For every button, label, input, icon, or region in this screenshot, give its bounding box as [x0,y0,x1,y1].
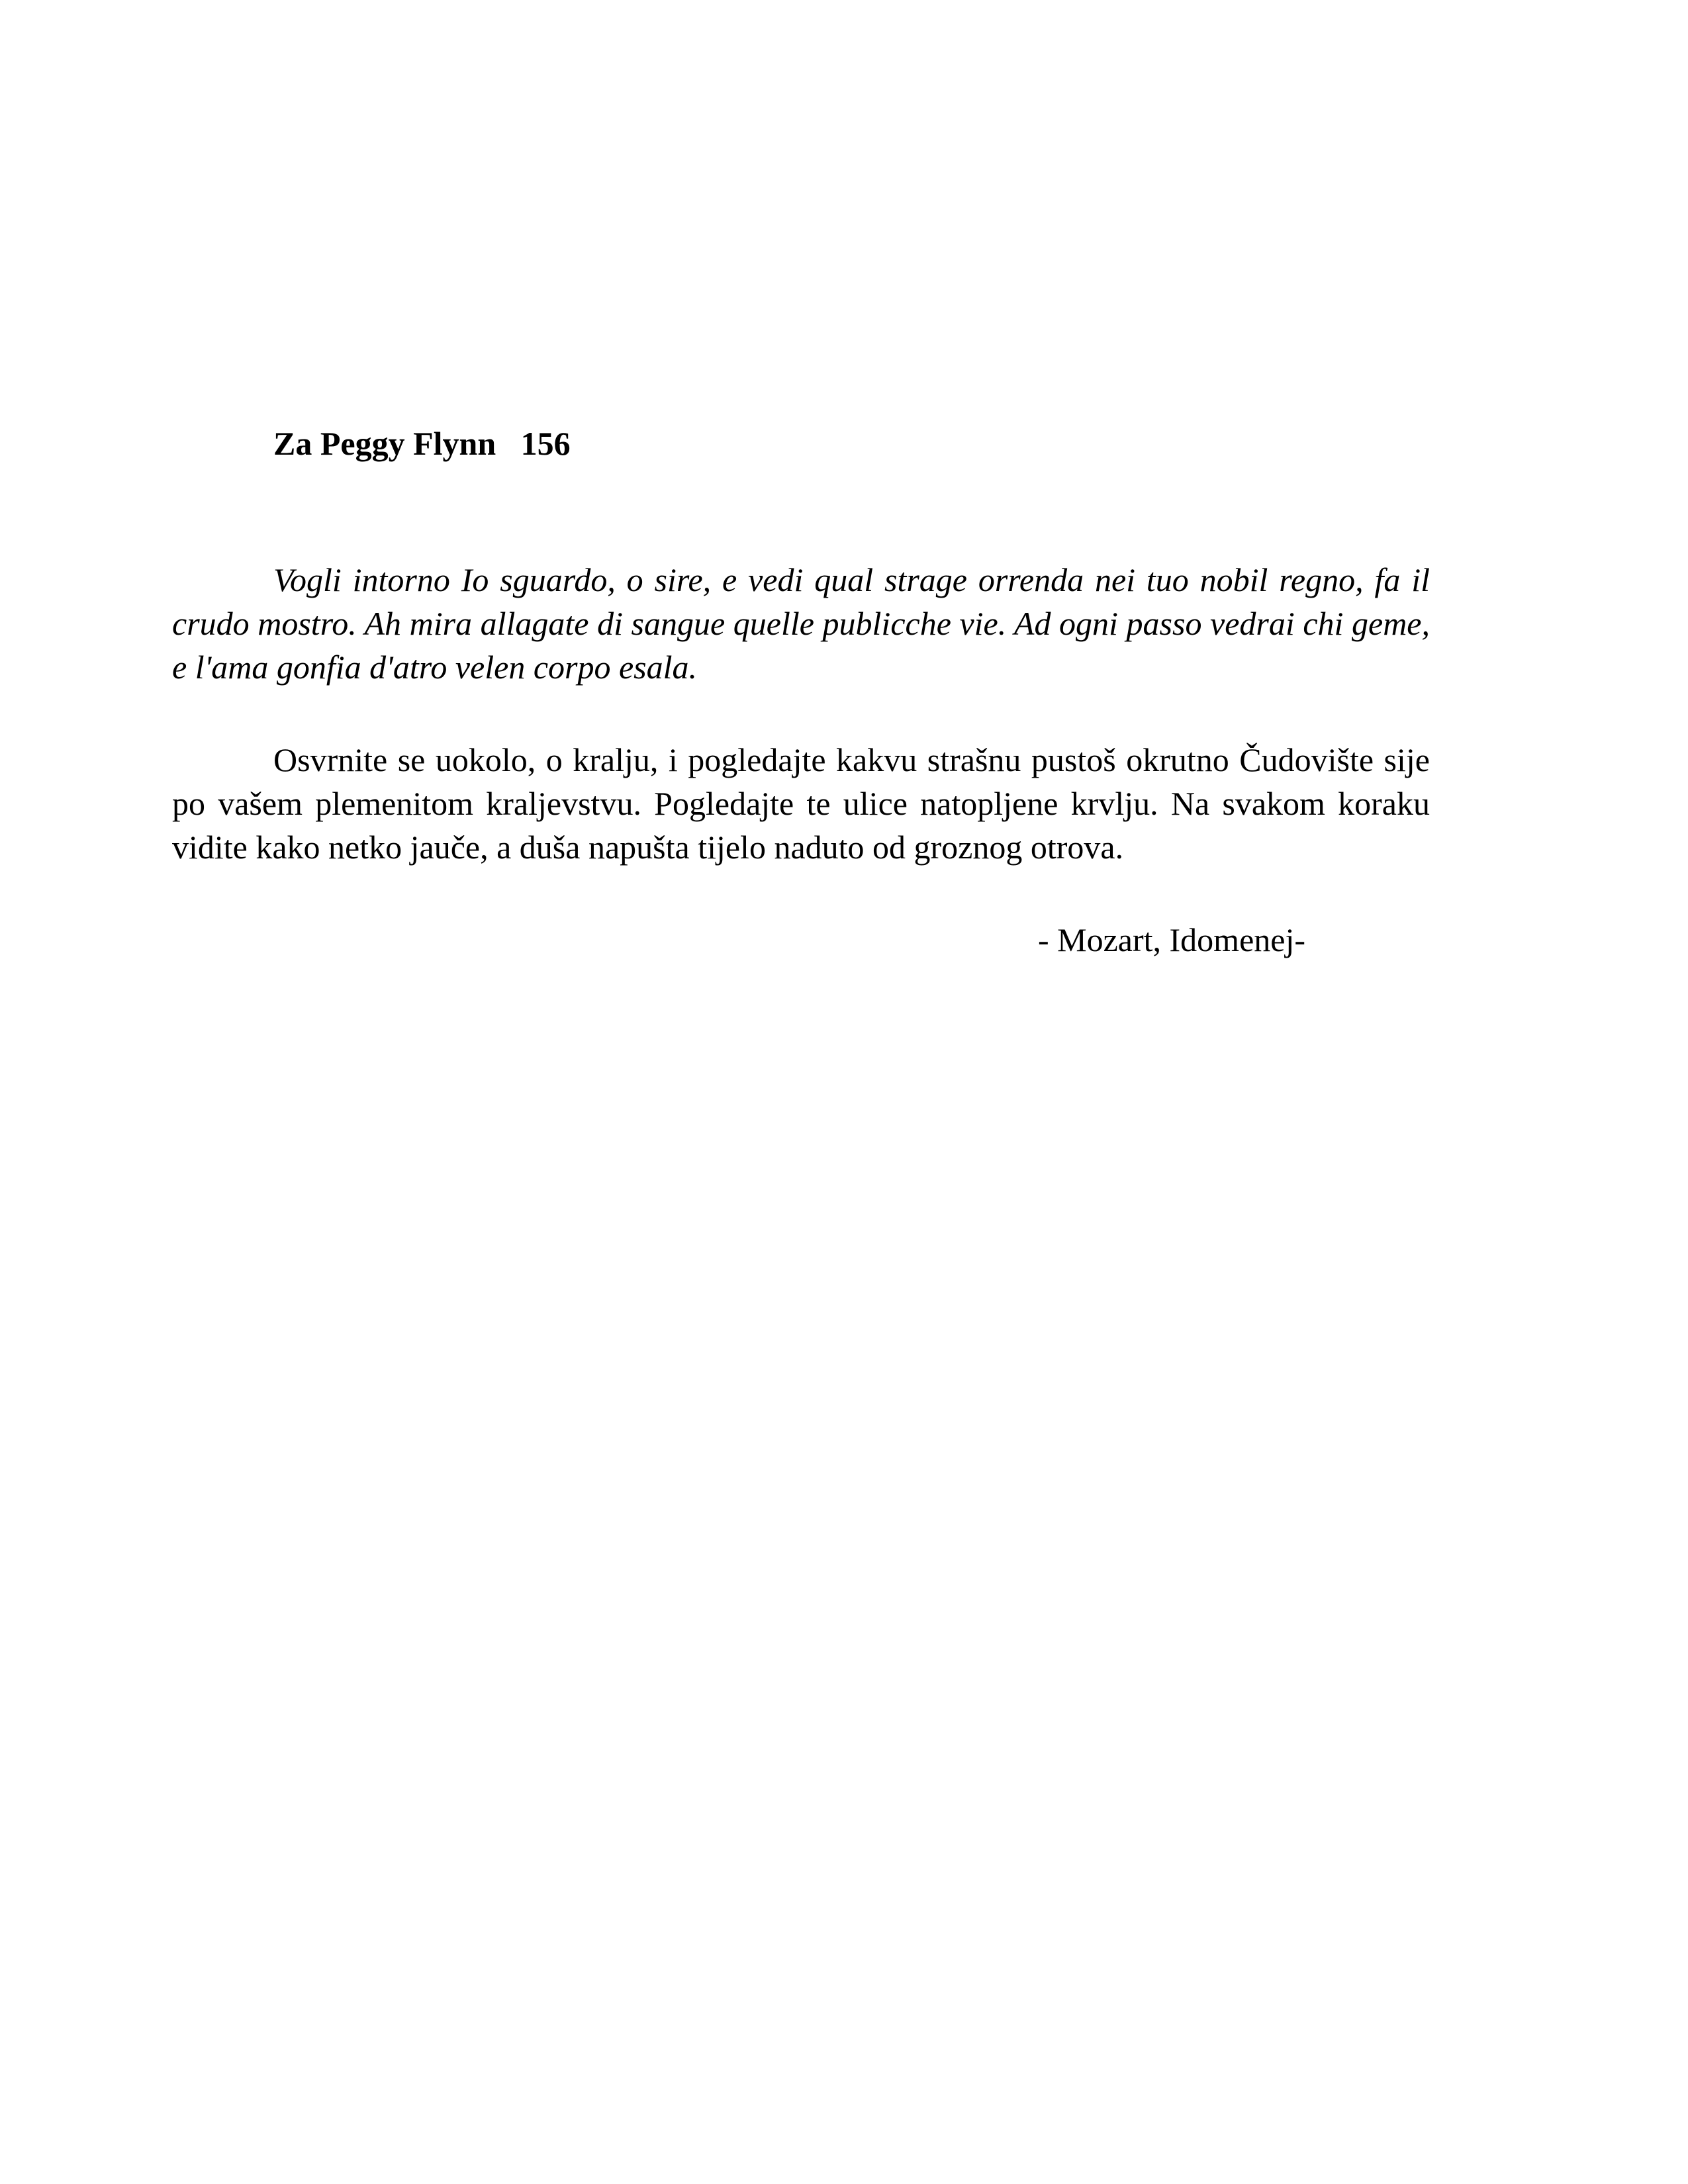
translation-paragraph: Osvrnite se uokolo, o kralju, i pogledajte kakvu strašnu pustoš okrutno Čudovište sije po vašem plemenitom kraljevstvu. Pogledajte te ulice natopljene krvlju. Na svakom koraku vidite kako netko jauče, a duša napušta tijelo naduto od groznog otrova. [172,741,1430,866]
italian-quote-paragraph: Vogli intorno Io sguardo, o sire, e vedi qual strage orrenda nei tuo nobil regno, fa il crudo mostro. Ah mira allagate di sangue quelle publicche vie. Ad ogni passo vedrai chi geme, e l'ama gonfia d'atro velen corpo esala. [172,561,1430,686]
quote-attribution: - Mozart, Idomenej- [1038,921,1306,958]
page-heading: Za Peggy Flynn 156 [273,425,571,462]
